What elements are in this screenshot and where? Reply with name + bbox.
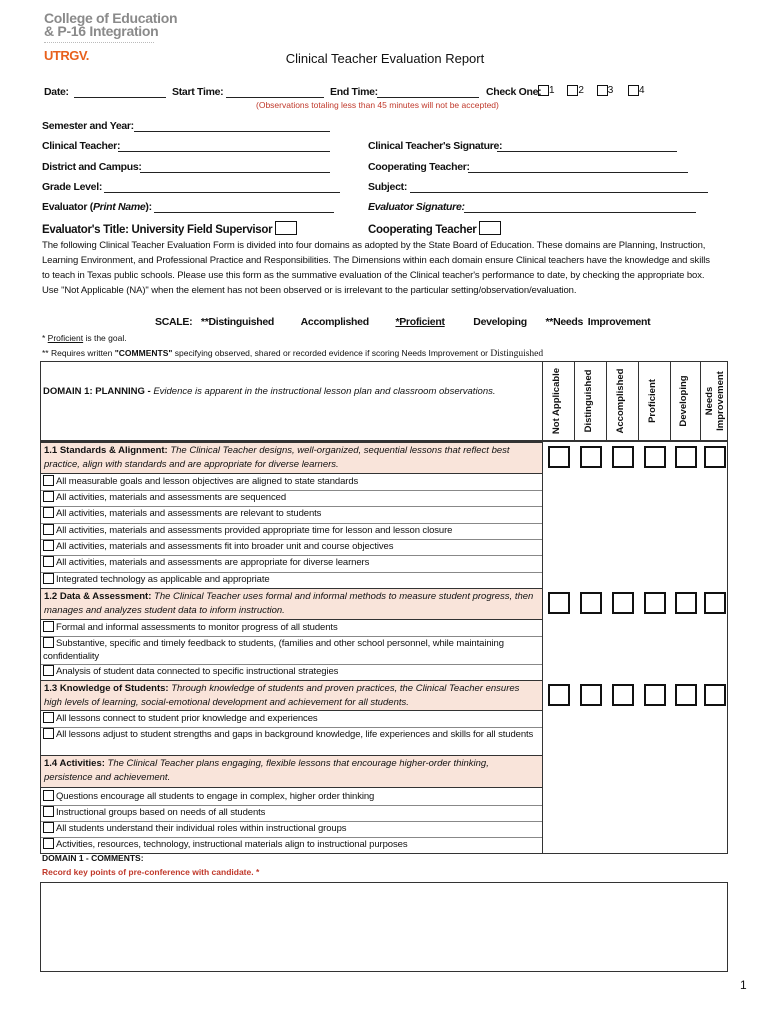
item-checkbox[interactable]: [43, 790, 54, 801]
rating-proficient-checkbox[interactable]: [644, 446, 666, 468]
check-1-checkbox[interactable]: [538, 85, 549, 96]
subject-field[interactable]: [410, 182, 708, 193]
start-time-label: Start Time:: [172, 86, 224, 98]
logo-line2: & P-16 Integration: [44, 23, 159, 39]
ct-signature-field[interactable]: [497, 141, 677, 152]
item-text: All activities, materials and assessments are appropriate for diverse learners: [56, 557, 370, 568]
comments-pre: ** Requires written: [42, 348, 115, 358]
list-item: [43, 475, 539, 488]
list-item: [43, 491, 539, 504]
col-proficient: Proficient: [647, 379, 658, 423]
list-item: [43, 637, 539, 663]
col-not-applicable: Not Applicable: [551, 367, 562, 435]
eval-sig-field[interactable]: [464, 202, 696, 213]
domain-title-bold: DOMAIN 1: PLANNING -: [43, 386, 154, 397]
rating-accomplished-checkbox[interactable]: [612, 684, 634, 706]
evaluator-label-end: ):: [145, 201, 152, 213]
list-item: [43, 728, 539, 741]
standard-1-2-desc: The Clinical Teacher uses formal and informal methods to measure student progress, then manages and analyzes student data to inform instruction.: [44, 591, 534, 616]
domain-1-table: [40, 441, 728, 854]
item-checkbox[interactable]: [43, 822, 54, 833]
ct-signature-label: Clinical Teacher's Signature:: [368, 140, 503, 152]
col-divider: [638, 362, 639, 440]
scale-developing: Developing: [473, 316, 527, 328]
item-checkbox[interactable]: [43, 491, 54, 502]
item-checkbox[interactable]: [43, 540, 54, 551]
list-item: [43, 665, 539, 678]
scale-label: SCALE:: [155, 316, 193, 328]
col-accomplished: Accomplished: [615, 368, 626, 434]
item-checkbox[interactable]: [43, 637, 54, 648]
list-item: [43, 556, 539, 569]
col-divider: [670, 362, 671, 440]
check-2-label: 2: [578, 85, 584, 97]
semester-label: Semester and Year:: [42, 120, 134, 132]
date-label: Date:: [44, 86, 69, 98]
item-checkbox[interactable]: [43, 621, 54, 632]
standard-1-3-num: 1.3 Knowledge of Students:: [44, 683, 169, 694]
standard-1-1-desc: The Clinical Teacher designs, well-organized, sequential lessons that reflect best practice, align with standards and are appropriate for diverse learners.: [44, 445, 510, 470]
subject-label: Subject:: [368, 181, 408, 193]
scale-legend: [155, 316, 650, 328]
item-checkbox[interactable]: [43, 507, 54, 518]
evaluator-label: [42, 201, 152, 213]
domain-title: [43, 386, 496, 397]
semester-field[interactable]: [134, 121, 330, 132]
comments-textarea[interactable]: [40, 882, 728, 972]
evaluator-label-start: Evaluator (: [42, 201, 93, 213]
eval-title-checkbox[interactable]: [275, 221, 297, 235]
observation-note: (Observations totaling less than 45 minutes will not be accepted): [256, 100, 499, 110]
standard-1-2: [41, 588, 542, 620]
item-text: Analysis of student data connected to specific instructional strategies: [56, 666, 339, 677]
domain-desc: Evidence is apparent in the instructional lesson plan and classroom observations.: [153, 386, 496, 397]
list-item: [43, 806, 539, 819]
college-logo: [44, 12, 177, 38]
district-field[interactable]: [140, 162, 330, 173]
page-title: Clinical Teacher Evaluation Report: [285, 51, 485, 66]
rating-na-checkbox[interactable]: [548, 684, 570, 706]
list-item: [43, 838, 539, 851]
item-checkbox[interactable]: [43, 665, 54, 676]
item-checkbox[interactable]: [43, 524, 54, 535]
scale-proficient: *Proficient: [395, 316, 445, 328]
comments-bold: "COMMENTS": [114, 348, 173, 358]
check-4-label: 4: [639, 85, 645, 97]
scale-accomplished: Accomplished: [300, 316, 369, 328]
col-needs-improvement: Needs Improvement: [704, 371, 726, 431]
rating-needs-improvement-checkbox[interactable]: [704, 446, 726, 468]
standard-1-3-desc: Through knowledge of students and proven practices, the Clinical Teacher ensures high levels of learning, social-emotional development and achievement for all students.: [44, 683, 520, 708]
check-3-label: 3: [607, 85, 614, 97]
rating-developing-checkbox[interactable]: [675, 592, 697, 614]
standard-1-1: [41, 442, 542, 474]
district-label: District and Campus:: [42, 161, 142, 173]
evaluator-label-italic: Print Name: [92, 201, 146, 213]
end-time-field[interactable]: [377, 87, 479, 98]
item-checkbox[interactable]: [43, 806, 54, 817]
grade-label: Grade Level:: [42, 181, 103, 193]
item-checkbox[interactable]: [43, 728, 54, 739]
rating-proficient-checkbox[interactable]: [644, 592, 666, 614]
coop-field[interactable]: [468, 162, 688, 173]
rating-distinguished-checkbox[interactable]: [580, 446, 602, 468]
comments-post: specifying observed, shared or recorded evidence if scoring Needs Improvement or: [172, 348, 491, 358]
rating-na-checkbox[interactable]: [548, 592, 570, 614]
list-item: [43, 822, 539, 835]
rating-accomplished-checkbox[interactable]: [612, 592, 634, 614]
proficient-pre: *: [42, 333, 48, 343]
item-text: Questions encourage all students to engage in complex, higher order thinking: [56, 791, 375, 802]
item-checkbox[interactable]: [43, 838, 54, 849]
coop-teacher-text: Cooperating Teacher: [368, 224, 477, 236]
check-one-label: Check One:: [486, 86, 542, 98]
rating-needs-improvement-checkbox[interactable]: [704, 684, 726, 706]
check-2-checkbox[interactable]: [567, 85, 578, 96]
eval-title-text: Evaluator's Title: University Field Supervisor: [42, 224, 273, 236]
item-text: All activities, materials and assessments are relevant to students: [56, 508, 322, 519]
eval-title-label: [42, 221, 297, 236]
rating-distinguished-checkbox[interactable]: [580, 592, 602, 614]
list-item: [43, 573, 539, 586]
date-field[interactable]: [74, 87, 166, 98]
col-divider: [574, 362, 575, 440]
coop-teacher-title: [368, 221, 501, 236]
rating-proficient-checkbox[interactable]: [644, 684, 666, 706]
start-time-field[interactable]: [226, 87, 324, 98]
record-key-points: Record key points of pre-conference with candidate. *: [42, 867, 260, 877]
check-one-group: [538, 85, 645, 96]
col-developing: Developing: [678, 375, 689, 427]
proficient-word: Proficient: [47, 333, 84, 343]
rating-accomplished-checkbox[interactable]: [612, 446, 634, 468]
standard-1-2-num: 1.2 Data & Assessment:: [44, 591, 152, 602]
item-text: All activities, materials and assessments provided appropriate time for lesson and lesson closure: [56, 525, 453, 536]
standard-1-1-num: 1.1 Standards & Alignment:: [44, 445, 168, 456]
list-item: [43, 524, 539, 537]
rating-developing-checkbox[interactable]: [675, 446, 697, 468]
check-3-checkbox[interactable]: [597, 85, 608, 96]
rating-na-checkbox[interactable]: [548, 446, 570, 468]
standard-1-4: [41, 755, 542, 788]
check-4-checkbox[interactable]: [628, 85, 639, 96]
list-item: [43, 712, 539, 725]
logo-divider: [44, 42, 154, 43]
utrgv-logo: UTRGV.: [44, 48, 89, 63]
coop-teacher-checkbox[interactable]: [479, 221, 501, 235]
comments-note: [42, 348, 543, 359]
evaluator-field[interactable]: [154, 202, 334, 213]
item-checkbox[interactable]: [43, 475, 54, 486]
item-checkbox[interactable]: [43, 712, 54, 723]
item-text: Formal and informal assessments to monitor progress of all students: [56, 622, 338, 633]
proficient-note: [42, 333, 127, 343]
standard-1-4-num: 1.4 Activities:: [44, 758, 105, 769]
standard-1-4-desc: The Clinical Teacher plans engaging, flexible lessons that encourage higher-order thinking, persistence and achievement.: [44, 758, 489, 783]
eval-sig-label: Evaluator Signature:: [368, 201, 465, 213]
scale-needs-improvement: **Needs Improvement: [545, 316, 651, 328]
standard-1-3: [41, 680, 542, 711]
domain-comments-label: DOMAIN 1 - COMMENTS:: [42, 853, 144, 863]
list-item: [43, 540, 539, 553]
end-time-label: End Time:: [330, 86, 378, 98]
item-checkbox[interactable]: [43, 573, 54, 584]
item-text: All lessons adjust to student strengths and gaps in background knowledge, life experiences and skills for all students: [56, 729, 534, 740]
clinical-teacher-label: Clinical Teacher:: [42, 140, 121, 152]
intro-paragraph: The following Clinical Teacher Evaluation Form is divided into four domains as adopted by the State Board of Education. These domains are Planning, Instruction, Learning Environment, and Professional Practice and Responsibilities. The Dimensions within each domain ensure Clinical teachers have the knowledge and skills to teach in Texas public schools. Please use this form as the summative evaluation of the Clinical teacher's performance to date, by checking the appropriate box. Use "Not Applicable (NA)" when the element has not been observed or is irrelevant to the particular setting/observation/evaluation.: [42, 240, 710, 296]
list-item: [43, 507, 539, 520]
col-divider: [542, 362, 543, 440]
clinical-teacher-field[interactable]: [118, 141, 330, 152]
item-checkbox[interactable]: [43, 556, 54, 567]
item-text: All measurable goals and lesson objectives are aligned to state standards: [56, 476, 359, 487]
proficient-post: is the goal.: [83, 333, 127, 343]
logo-line1: College of Education: [44, 10, 178, 26]
scale-distinguished: **Distinguished: [200, 316, 275, 328]
item-text: Instructional groups based on needs of all students: [56, 807, 266, 818]
item-text: All activities, materials and assessments are sequenced: [56, 492, 287, 503]
item-text: All lessons connect to student prior knowledge and experiences: [56, 713, 318, 724]
check-1-label: 1: [549, 85, 555, 97]
item-text: All activities, materials and assessments fit into broader unit and course objectives: [56, 541, 394, 552]
item-text: Integrated technology as applicable and appropriate: [56, 574, 270, 585]
coop-label: Cooperating Teacher:: [368, 161, 470, 173]
rating-developing-checkbox[interactable]: [675, 684, 697, 706]
col-distinguished: Distinguished: [583, 369, 594, 433]
rating-needs-improvement-checkbox[interactable]: [704, 592, 726, 614]
list-item: [43, 790, 539, 803]
rating-distinguished-checkbox[interactable]: [580, 684, 602, 706]
comments-end: Distinguished: [490, 349, 544, 359]
grade-field[interactable]: [104, 182, 340, 193]
list-item: [43, 621, 539, 634]
grid-divider: [542, 442, 543, 853]
item-text: Substantive, specific and timely feedback to students, (families and other school personnel, while maintaining confidentiality: [43, 638, 504, 662]
col-divider: [606, 362, 607, 440]
domain-header: [40, 361, 728, 441]
col-divider: [700, 362, 701, 440]
item-text: Activities, resources, technology, instructional materials align to instructional purposes: [56, 839, 408, 850]
page-number: 1: [740, 978, 747, 992]
item-text: All students understand their individual roles within instructional groups: [56, 823, 347, 834]
